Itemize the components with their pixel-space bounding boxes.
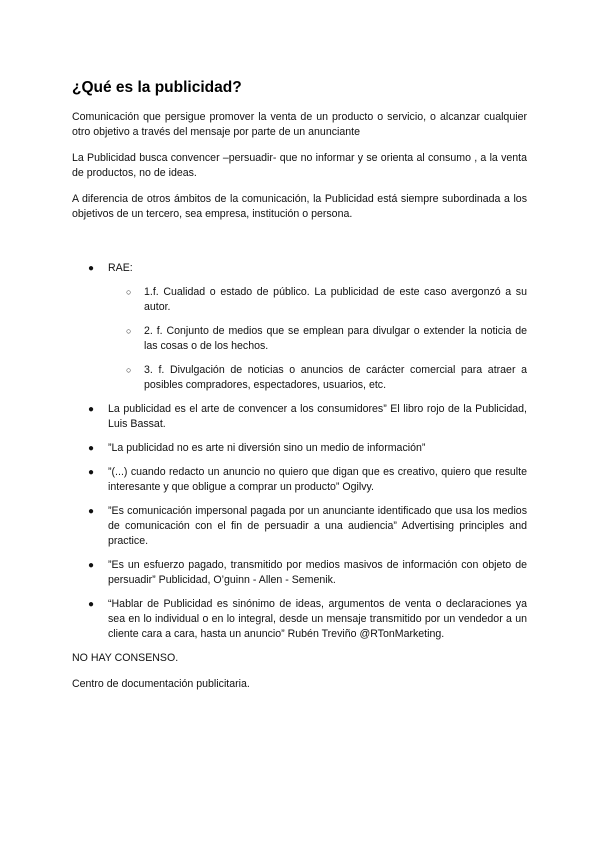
bullet-icon: ● <box>88 404 95 415</box>
rae-definition-text: 1.f. Cualidad o estado de público. La publicidad de este caso avergonzó a su autor. <box>144 286 527 313</box>
sub-bullet-icon: ○ <box>126 326 132 336</box>
document-page <box>72 78 527 703</box>
quote-item <box>72 597 527 642</box>
quote-item <box>72 465 527 495</box>
quote-item <box>72 558 527 588</box>
sub-bullet-icon: ○ <box>126 287 132 297</box>
quote-item <box>72 504 527 549</box>
intro-paragraph: Comunicación que persigue promover la venta de un producto o servicio, o alcanzar cualquier otro objetivo a través del mensaje por parte de un anunciante <box>72 111 527 138</box>
rae-definitions-list <box>108 285 527 393</box>
bullet-icon: ● <box>88 443 95 454</box>
bullet-icon: ● <box>88 599 95 610</box>
quote-item <box>72 441 527 456</box>
rae-definition <box>108 324 527 354</box>
rae-definition <box>108 285 527 315</box>
intro-paragraph: La Publicidad busca convencer –persuadir- que no informar y se orienta al consumo , a la venta de productos, no de ideas. <box>72 152 527 179</box>
closing-statement: NO HAY CONSENSO. <box>72 652 179 664</box>
quote-item <box>72 402 527 432</box>
bullet-icon: ● <box>88 263 95 274</box>
quote-text: “Hablar de Publicidad es sinónimo de ideas, argumentos de venta o declaraciones ya sea en lo individual o en lo integral, desde un mensaje transmitido por un vendedor a un cliente cara a cara, hasta un anuncio” Rubén Treviño @RTonMarketing. <box>108 598 527 640</box>
intro-paragraph: A diferencia de otros ámbitos de la comunicación, la Publicidad está siempre subordinada a los objetivos de un tercero, sea empresa, institución o persona. <box>72 193 527 220</box>
definitions-list <box>72 261 527 642</box>
bullet-icon: ● <box>88 506 95 517</box>
rae-definition-text: 2. f. Conjunto de medios que se emplean para divulgar o extender la noticia de las cosas o de los hechos. <box>144 325 527 352</box>
rae-label: RAE: <box>108 262 133 274</box>
quote-text: ”Es un esfuerzo pagado, transmitido por medios masivos de información con objeto de persuadir” Publicidad, O’guinn - Allen - Semenik. <box>108 559 527 586</box>
intro-section <box>72 110 527 222</box>
bullet-icon: ● <box>88 560 95 571</box>
closing-section <box>72 651 527 692</box>
page-title: ¿Qué es la publicidad? <box>72 79 242 96</box>
list-item-rae <box>72 261 527 393</box>
bullet-icon: ● <box>88 467 95 478</box>
quote-text: ”(...) cuando redacto un anuncio no quiero que digan que es creativo, quiero que resulte interesante y que obligue a comprar un producto” Ogilvy. <box>108 466 527 493</box>
quote-text: ”La publicidad no es arte ni diversión sino un medio de información” <box>108 442 426 454</box>
rae-definition-text: 3. f. Divulgación de noticias o anuncios de carácter comercial para atraer a posibles compradores, espectadores, usuarios, etc. <box>144 364 527 391</box>
quote-text: ”Es comunicación impersonal pagada por un anunciante identificado que usa los medios de comunicación con el fin de persuadir a una audiencia” Advertising principles and practice. <box>108 505 527 547</box>
quote-text: La publicidad es el arte de convencer a los consumidores” El libro rojo de la Publicidad, Luis Bassat. <box>108 403 527 430</box>
rae-definition <box>108 363 527 393</box>
closing-source: Centro de documentación publicitaria. <box>72 678 250 690</box>
sub-bullet-icon: ○ <box>126 365 132 375</box>
